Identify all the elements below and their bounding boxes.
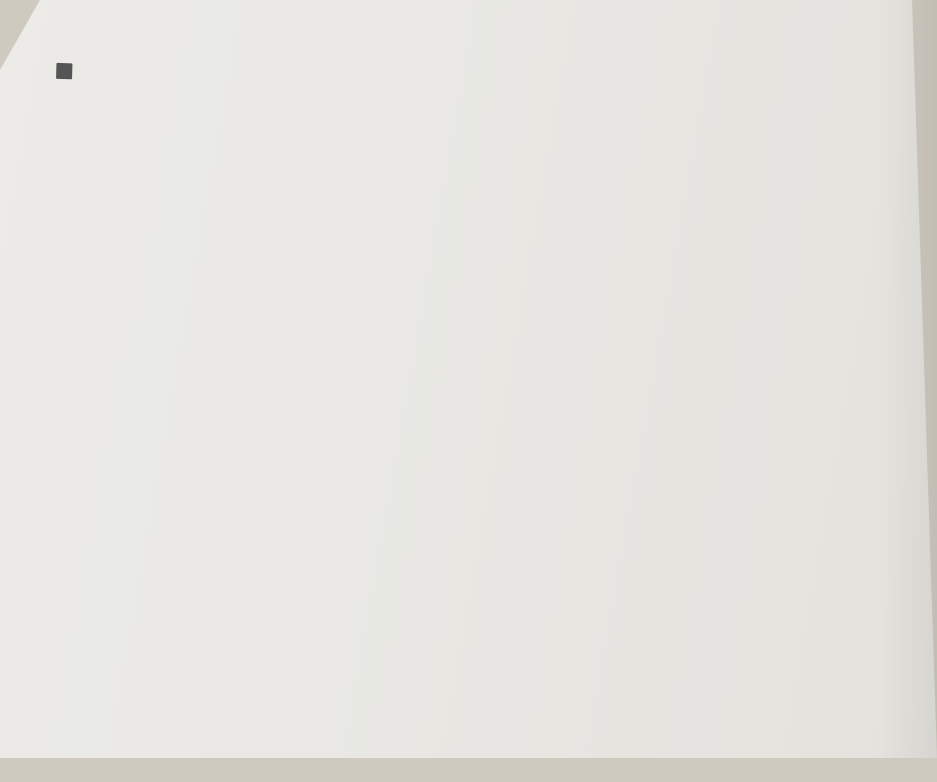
instruction-line-1	[77, 60, 797, 80]
exercise-number	[56, 63, 72, 79]
exercise-instruction	[77, 60, 797, 80]
